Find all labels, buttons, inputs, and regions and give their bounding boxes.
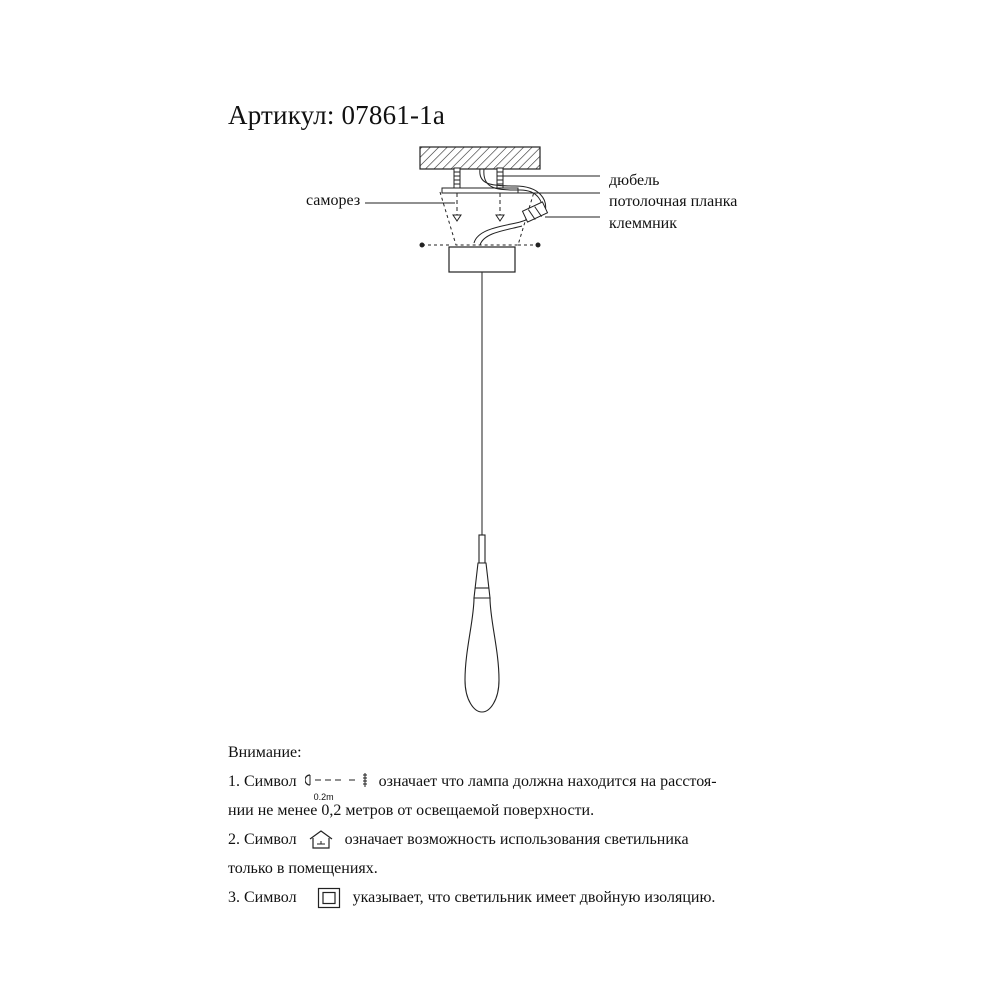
terminal-block: [522, 202, 547, 222]
note-3-prefix: 3. Символ: [228, 889, 297, 906]
mounting-bar: [442, 188, 518, 193]
pendant-lamp: [465, 535, 499, 712]
screw-guides: [457, 193, 500, 218]
screw-heads: [453, 215, 504, 221]
article-title: Артикул: 07861-1а: [228, 100, 446, 130]
callout-lines: [365, 176, 600, 217]
note-2-prefix: 2. Символ: [228, 831, 297, 848]
canopy: [449, 247, 515, 272]
label-terminal-block: клеммник: [609, 215, 678, 232]
warning-notes: [228, 738, 788, 912]
note-1-line-a: [228, 767, 788, 803]
note-1-prefix: 1. Символ: [228, 773, 297, 790]
label-mounting-bar: потолочная планка: [609, 193, 738, 210]
note-3-line: [228, 883, 788, 912]
note-1-text-a: означает что лампа должна находится на расстоя-: [378, 773, 717, 790]
note-3-text: указывает, что светильник имеет двойную изоляцию.: [352, 889, 716, 906]
note-2-line-a: [228, 825, 788, 854]
note-2-text-b: только в помещениях.: [228, 860, 378, 877]
dowel-right: [497, 168, 503, 190]
label-screw: саморез: [306, 192, 361, 209]
ceiling: [420, 147, 540, 169]
indoor-house-icon: [307, 829, 335, 851]
label-dowel: дюбель: [609, 172, 660, 189]
note-2-text-a: означает возможность использования светильника: [344, 831, 689, 848]
distance-symbol-icon: [305, 771, 371, 803]
notes-heading: Внимание:: [228, 744, 302, 761]
note-1-text-b: нии не менее 0,2 метров от освещаемой поверхности.: [228, 802, 595, 819]
dowel-left: [454, 168, 460, 190]
double-square-icon: [317, 887, 341, 909]
distance-symbol-label: 0.2m: [313, 792, 334, 803]
